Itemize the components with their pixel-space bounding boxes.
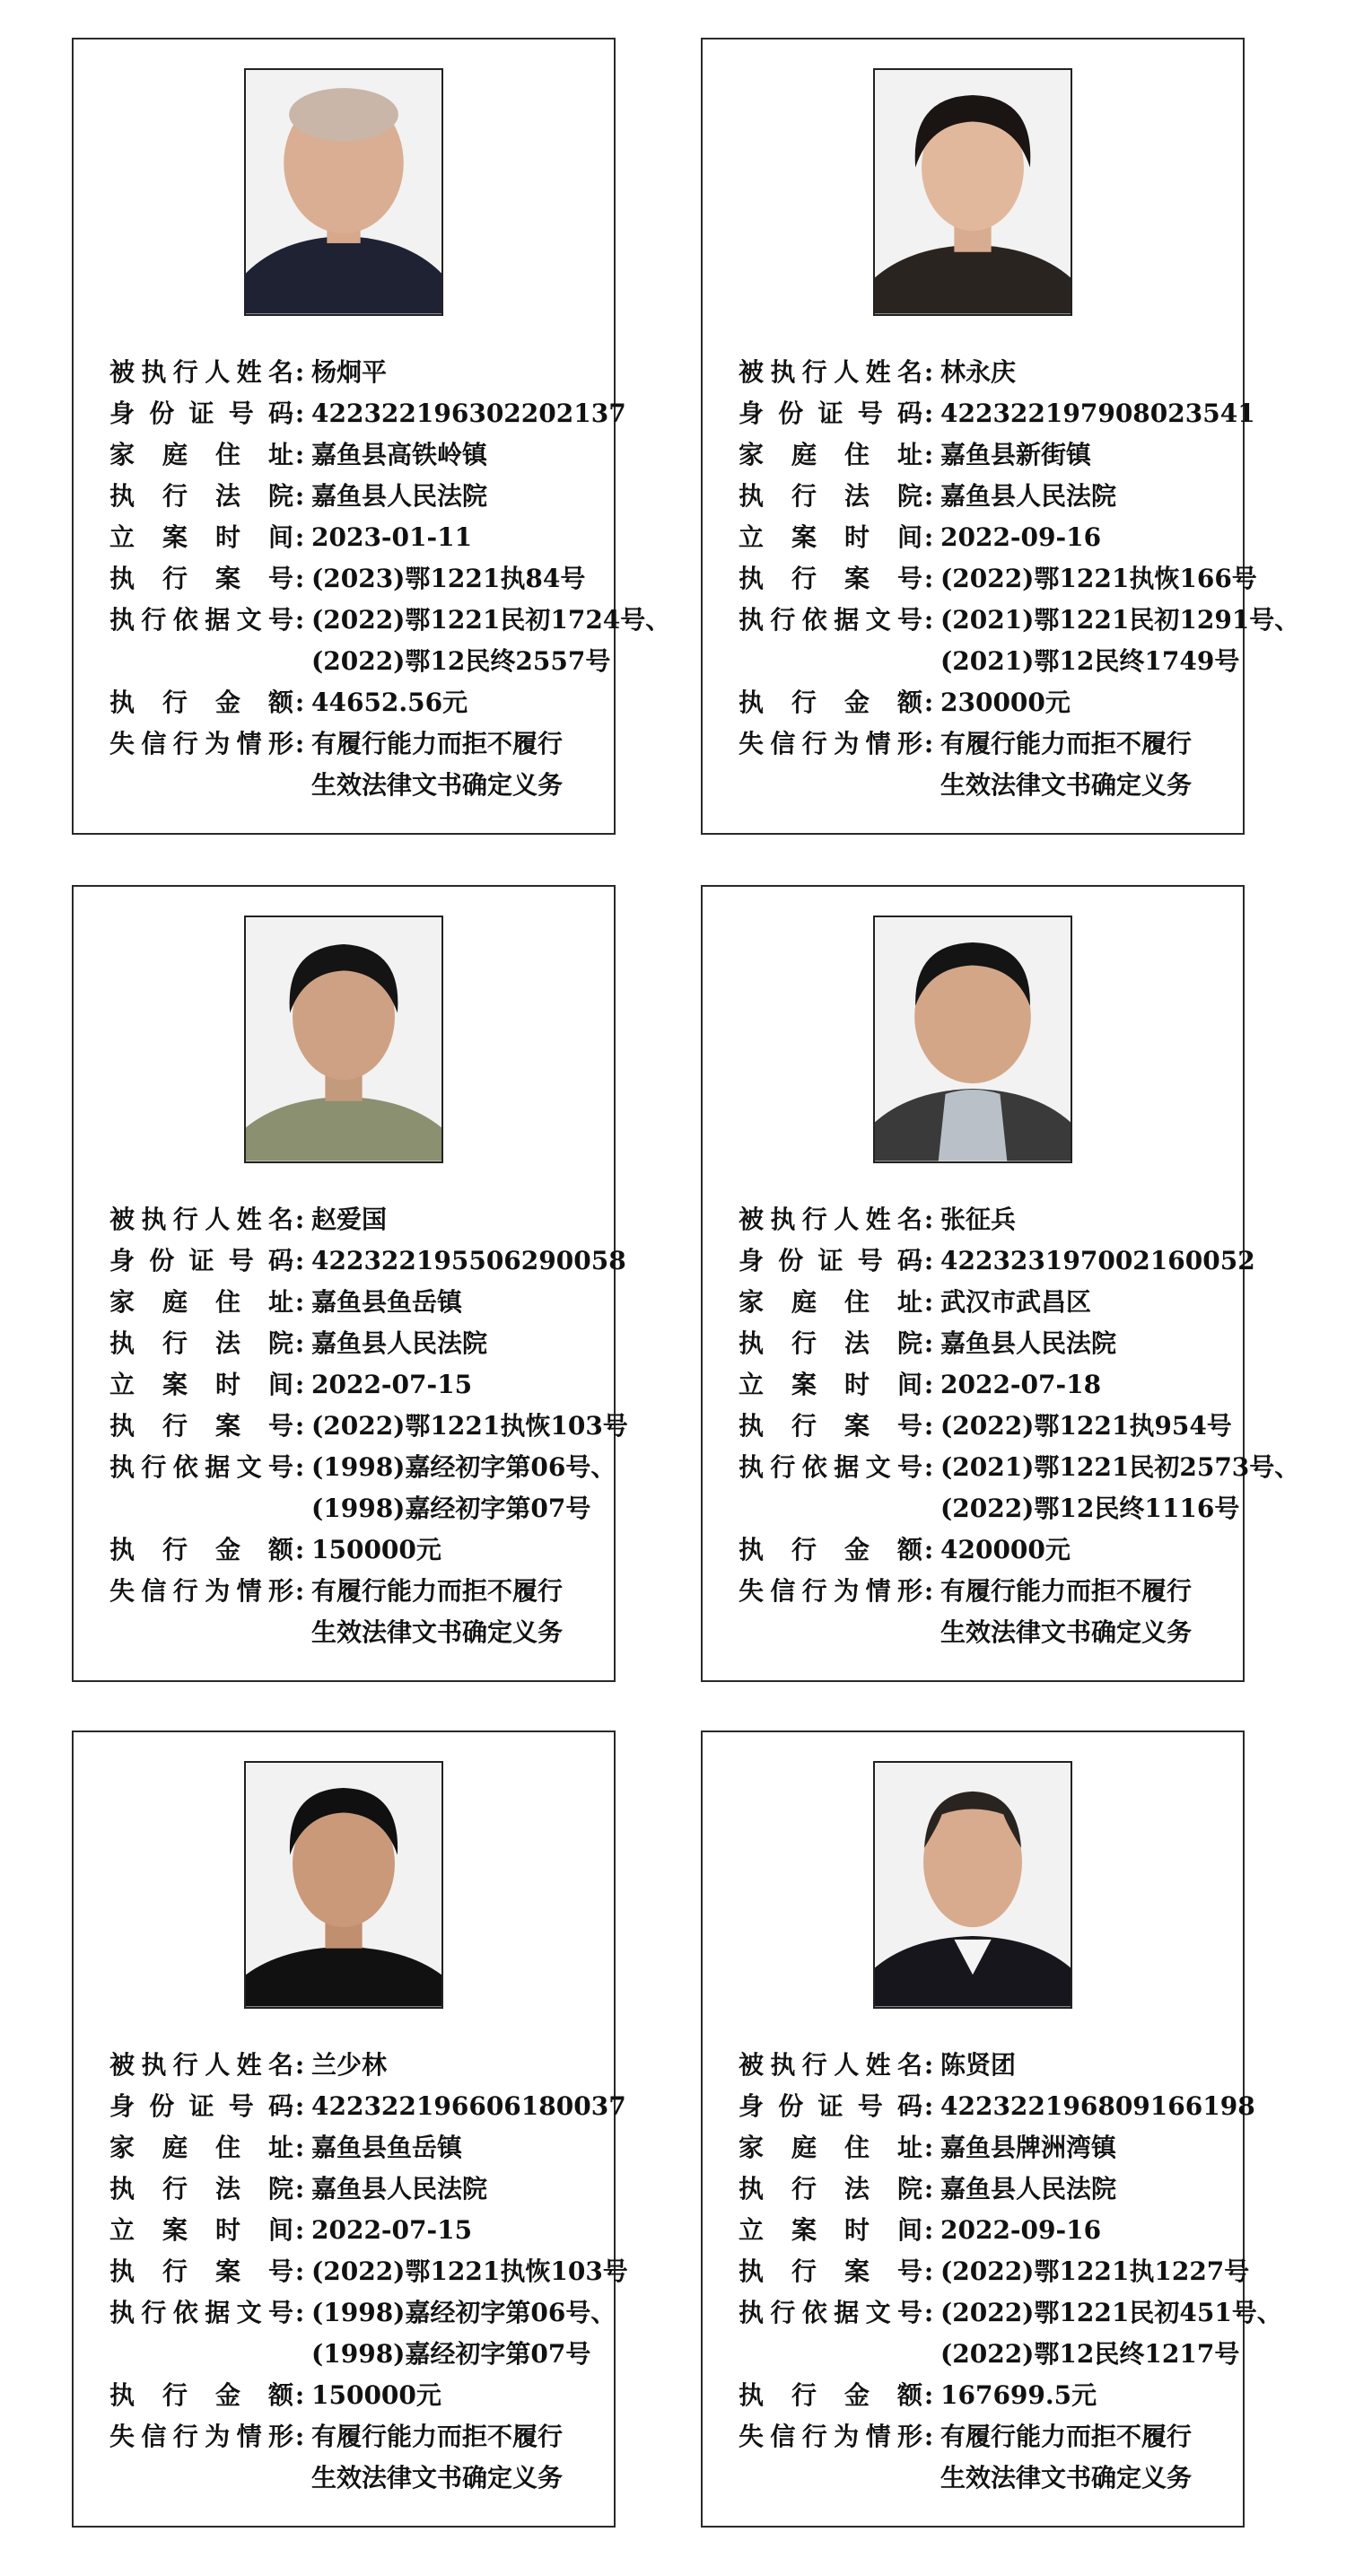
- court-value: 嘉鱼县人民法院: [311, 2174, 488, 2204]
- court-value: 嘉鱼县人民法院: [940, 2174, 1117, 2204]
- conduct-label: 失信行为情形: [739, 1576, 922, 1606]
- filed-value: 2023-01-11: [311, 522, 473, 552]
- court-row: 执行法院 : 嘉鱼县人民法院: [109, 2169, 605, 2210]
- person-info: [109, 352, 671, 806]
- basis-label: 执行依据文号: [109, 2298, 293, 2327]
- name-value: 林永庆: [940, 357, 1017, 387]
- id-row: 身份证号码 : 422322196606180037: [109, 2086, 605, 2127]
- filed-value: 2022-09-16: [940, 522, 1102, 552]
- conduct-row: 失信行为情形 : 有履行能力而拒不履行 生效法律文书确定义务: [109, 723, 605, 806]
- id-value: 422322196606180037: [311, 2091, 626, 2121]
- id-row: 身份证号码 : 422322197908023541: [739, 393, 1234, 434]
- conduct-row: 失信行为情形 : 有履行能力而拒不履行 生效法律文书确定义务: [109, 2416, 605, 2499]
- address-row: 家庭住址 : 武汉市武昌区: [739, 1282, 1234, 1323]
- address-label: 家庭住址: [109, 2133, 293, 2162]
- name-label: 被执行人姓名: [739, 357, 922, 387]
- name-value: 陈贤团: [940, 2050, 1017, 2080]
- case-no-label: 执行案号: [109, 2256, 293, 2286]
- conduct-label: 失信行为情形: [739, 2422, 922, 2451]
- name-label: 被执行人姓名: [109, 1205, 293, 1234]
- conduct-row: 失信行为情形 : 有履行能力而拒不履行 生效法律文书确定义务: [739, 1571, 1234, 1653]
- portrait-photo: [244, 916, 443, 1163]
- amount-label: 执行金额: [739, 2380, 922, 2410]
- filed-row: 立案时间 : 2023-01-11: [109, 517, 605, 558]
- conduct-label: 失信行为情形: [109, 729, 293, 758]
- id-row: 身份证号码 : 422322196809166198: [739, 2086, 1234, 2127]
- basis-label: 执行依据文号: [109, 1452, 293, 1482]
- filed-row: 立案时间 : 2022-09-16: [739, 517, 1234, 558]
- amount-label: 执行金额: [739, 688, 922, 717]
- court-label: 执行法院: [109, 2174, 293, 2204]
- id-label: 身份证号码: [109, 2091, 293, 2121]
- name-row: 被执行人姓名 : 杨炯平: [109, 352, 605, 393]
- name-value: 杨炯平: [311, 357, 388, 387]
- filed-label: 立案时间: [109, 2215, 293, 2245]
- amount-value: 167699.5元: [940, 2380, 1097, 2410]
- amount-row: 执行金额 : 150000元: [109, 1529, 605, 1571]
- basis-value-line-2: (1998)嘉经初字第07号: [311, 1494, 591, 1523]
- court-value: 嘉鱼县人民法院: [940, 1328, 1117, 1358]
- case-no-row: 执行案号 : (2023)鄂1221执84号: [109, 558, 605, 600]
- amount-value: 150000元: [311, 2380, 441, 2410]
- name-row: 被执行人姓名 : 林永庆: [739, 352, 1234, 393]
- address-value: 嘉鱼县牌洲湾镇: [940, 2133, 1117, 2162]
- name-label: 被执行人姓名: [739, 1205, 922, 1234]
- address-label: 家庭住址: [739, 2133, 922, 2162]
- address-value: 嘉鱼县新街镇: [940, 440, 1092, 469]
- person-info: [739, 352, 1300, 806]
- amount-value: 150000元: [311, 1535, 441, 1564]
- case-no-value: (2022)鄂1221执1227号: [940, 2256, 1250, 2286]
- conduct-value-line-2: 生效法律文书确定义务: [940, 2463, 1193, 2493]
- id-row: 身份证号码 : 422323197002160052: [739, 1240, 1234, 1282]
- court-label: 执行法院: [739, 2174, 922, 2204]
- portrait-photo: [244, 68, 443, 316]
- person-info: [739, 1199, 1300, 1653]
- case-no-value: (2022)鄂1221执恢103号: [311, 1411, 628, 1441]
- address-value: 嘉鱼县鱼岳镇: [311, 2133, 463, 2162]
- amount-row: 执行金额 : 420000元: [739, 1529, 1234, 1571]
- basis-label: 执行依据文号: [109, 605, 293, 635]
- portrait-photo-placeholder: [875, 1763, 1071, 2007]
- address-row: 家庭住址 : 嘉鱼县高铁岭镇: [109, 434, 605, 476]
- person-card-4: [701, 885, 1300, 1682]
- conduct-value-line-2: 生效法律文书确定义务: [311, 770, 564, 800]
- filed-row: 立案时间 : 2022-07-15: [109, 2210, 605, 2251]
- filed-value: 2022-07-18: [940, 1370, 1102, 1399]
- amount-row: 执行金额 : 167699.5元: [739, 2375, 1234, 2416]
- case-no-row: 执行案号 : (2022)鄂1221执1227号: [739, 2251, 1234, 2292]
- id-row: 身份证号码 : 422322195506290058: [109, 1240, 605, 1282]
- amount-value: 420000元: [940, 1535, 1071, 1564]
- portrait-photo: [873, 1761, 1072, 2009]
- case-no-row: 执行案号 : (2022)鄂1221执恢103号: [109, 2251, 605, 2292]
- court-label: 执行法院: [109, 481, 293, 511]
- case-no-row: 执行案号 : (2022)鄂1221执恢103号: [109, 1406, 605, 1447]
- basis-row: 执行依据文号 : (2022)鄂1221民初451号、 (2022)鄂12民终1217号: [739, 2292, 1234, 2375]
- basis-value-line-2: (1998)嘉经初字第07号: [311, 2339, 591, 2369]
- name-row: 被执行人姓名 : 张征兵: [739, 1199, 1234, 1240]
- basis-row: 执行依据文号 : (2021)鄂1221民初2573号、 (2022)鄂12民终1116号: [739, 1447, 1234, 1529]
- name-row: 被执行人姓名 : 兰少林: [109, 2045, 605, 2086]
- conduct-label: 失信行为情形: [739, 729, 922, 758]
- basis-value-line-2: (2022)鄂12民终1116号: [940, 1494, 1240, 1523]
- amount-label: 执行金额: [109, 2380, 293, 2410]
- id-label: 身份证号码: [739, 399, 922, 428]
- basis-label: 执行依据文号: [739, 2298, 922, 2327]
- case-no-value: (2022)鄂1221执恢103号: [311, 2256, 628, 2286]
- basis-row: 执行依据文号 : (2022)鄂1221民初1724号、 (2022)鄂12民终2557号: [109, 600, 605, 682]
- filed-label: 立案时间: [109, 522, 293, 552]
- conduct-row: 失信行为情形 : 有履行能力而拒不履行 生效法律文书确定义务: [109, 1571, 605, 1653]
- filed-row: 立案时间 : 2022-07-15: [109, 1364, 605, 1406]
- address-value: 嘉鱼县鱼岳镇: [311, 1287, 463, 1317]
- conduct-value-line-1: 有履行能力而拒不履行: [311, 1576, 564, 1606]
- address-label: 家庭住址: [739, 1287, 922, 1317]
- case-no-value: (2022)鄂1221执954号: [940, 1411, 1232, 1441]
- id-label: 身份证号码: [739, 2091, 922, 2121]
- person-card-6: [701, 1730, 1282, 2528]
- portrait-photo-placeholder: [246, 917, 441, 1161]
- amount-label: 执行金额: [109, 1535, 293, 1564]
- court-value: 嘉鱼县人民法院: [311, 481, 488, 511]
- name-row: 被执行人姓名 : 赵爱国: [109, 1199, 605, 1240]
- conduct-value-line-1: 有履行能力而拒不履行: [940, 2422, 1193, 2451]
- basis-label: 执行依据文号: [739, 605, 922, 635]
- basis-value-line-2: (2022)鄂12民终1217号: [940, 2339, 1240, 2369]
- basis-value-line-1: (2021)鄂1221民初1291号、: [940, 605, 1300, 635]
- id-label: 身份证号码: [109, 399, 293, 428]
- basis-row: 执行依据文号 : (1998)嘉经初字第06号、 (1998)嘉经初字第07号: [109, 2292, 605, 2375]
- basis-value-line-1: (1998)嘉经初字第06号、: [311, 2298, 616, 2327]
- conduct-value-line-2: 生效法律文书确定义务: [940, 1617, 1193, 1647]
- filed-label: 立案时间: [739, 1370, 922, 1399]
- portrait-photo: [873, 916, 1072, 1163]
- filed-label: 立案时间: [739, 522, 922, 552]
- case-no-row: 执行案号 : (2022)鄂1221执954号: [739, 1406, 1234, 1447]
- amount-row: 执行金额 : 230000元: [739, 682, 1234, 723]
- address-value: 武汉市武昌区: [940, 1287, 1092, 1317]
- amount-label: 执行金额: [739, 1535, 922, 1564]
- id-value: 422322196302202137: [311, 399, 626, 428]
- address-row: 家庭住址 : 嘉鱼县牌洲湾镇: [739, 2127, 1234, 2169]
- address-row: 家庭住址 : 嘉鱼县鱼岳镇: [109, 2127, 605, 2169]
- court-row: 执行法院 : 嘉鱼县人民法院: [739, 1323, 1234, 1364]
- court-value: 嘉鱼县人民法院: [311, 1328, 488, 1358]
- court-row: 执行法院 : 嘉鱼县人民法院: [109, 1323, 605, 1364]
- amount-row: 执行金额 : 150000元: [109, 2375, 605, 2416]
- court-row: 执行法院 : 嘉鱼县人民法院: [739, 2169, 1234, 2210]
- court-row: 执行法院 : 嘉鱼县人民法院: [739, 476, 1234, 517]
- person-card-3: [72, 885, 628, 1682]
- conduct-row: 失信行为情形 : 有履行能力而拒不履行 生效法律文书确定义务: [739, 2416, 1234, 2499]
- filed-value: 2022-09-16: [940, 2215, 1102, 2245]
- id-value: 422322196809166198: [940, 2091, 1255, 2121]
- amount-value: 44652.56元: [311, 688, 468, 717]
- filed-value: 2022-07-15: [311, 2215, 473, 2245]
- name-label: 被执行人姓名: [109, 357, 293, 387]
- name-label: 被执行人姓名: [109, 2050, 293, 2080]
- address-row: 家庭住址 : 嘉鱼县鱼岳镇: [109, 1282, 605, 1323]
- case-no-label: 执行案号: [739, 564, 922, 593]
- person-card-5: [72, 1730, 628, 2528]
- amount-row: 执行金额 : 44652.56元: [109, 682, 605, 723]
- case-no-label: 执行案号: [739, 1411, 922, 1441]
- case-no-label: 执行案号: [109, 1411, 293, 1441]
- case-no-label: 执行案号: [109, 564, 293, 593]
- filed-value: 2022-07-15: [311, 1370, 473, 1399]
- filed-row: 立案时间 : 2022-09-16: [739, 2210, 1234, 2251]
- case-no-label: 执行案号: [739, 2256, 922, 2286]
- basis-value-line-1: (2022)鄂1221民初1724号、: [311, 605, 671, 635]
- conduct-value-line-1: 有履行能力而拒不履行: [940, 729, 1193, 758]
- id-row: 身份证号码 : 422322196302202137: [109, 393, 605, 434]
- conduct-value-line-1: 有履行能力而拒不履行: [311, 729, 564, 758]
- id-value: 422323197002160052: [940, 1246, 1255, 1275]
- portrait-photo-placeholder: [875, 70, 1071, 314]
- name-value: 兰少林: [311, 2050, 388, 2080]
- conduct-value-line-1: 有履行能力而拒不履行: [311, 2422, 564, 2451]
- filed-label: 立案时间: [109, 1370, 293, 1399]
- portrait-photo-placeholder: [875, 917, 1071, 1161]
- case-no-row: 执行案号 : (2022)鄂1221执恢166号: [739, 558, 1234, 600]
- name-label: 被执行人姓名: [739, 2050, 922, 2080]
- person-card-1: [72, 38, 671, 835]
- basis-value-line-1: (1998)嘉经初字第06号、: [311, 1452, 616, 1482]
- conduct-value-line-2: 生效法律文书确定义务: [311, 1617, 564, 1647]
- name-value: 赵爱国: [311, 1205, 388, 1234]
- basis-value-line-2: (2022)鄂12民终2557号: [311, 646, 611, 676]
- conduct-row: 失信行为情形 : 有履行能力而拒不履行 生效法律文书确定义务: [739, 723, 1234, 806]
- portrait-photo-placeholder: [246, 70, 441, 314]
- id-label: 身份证号码: [109, 1246, 293, 1275]
- address-value: 嘉鱼县高铁岭镇: [311, 440, 488, 469]
- portrait-photo-placeholder: [246, 1763, 441, 2007]
- person-info: [109, 2045, 628, 2499]
- portrait-photo: [873, 68, 1072, 316]
- person-card-2: [701, 38, 1300, 835]
- name-value: 张征兵: [940, 1205, 1017, 1234]
- basis-value-line-1: (2022)鄂1221民初451号、: [940, 2298, 1282, 2327]
- court-label: 执行法院: [109, 1328, 293, 1358]
- amount-value: 230000元: [940, 688, 1071, 717]
- address-label: 家庭住址: [739, 440, 922, 469]
- court-value: 嘉鱼县人民法院: [940, 481, 1117, 511]
- case-no-value: (2023)鄂1221执84号: [311, 564, 586, 593]
- basis-value-line-2: (2021)鄂12民终1749号: [940, 646, 1240, 676]
- id-value: 422322195506290058: [311, 1246, 626, 1275]
- conduct-value-line-2: 生效法律文书确定义务: [311, 2463, 564, 2493]
- case-no-value: (2022)鄂1221执恢166号: [940, 564, 1257, 593]
- address-row: 家庭住址 : 嘉鱼县新街镇: [739, 434, 1234, 476]
- portrait-photo: [244, 1761, 443, 2009]
- court-label: 执行法院: [739, 481, 922, 511]
- address-label: 家庭住址: [109, 1287, 293, 1317]
- id-value: 422322197908023541: [940, 399, 1255, 428]
- person-info: [739, 2045, 1282, 2499]
- name-row: 被执行人姓名 : 陈贤团: [739, 2045, 1234, 2086]
- conduct-label: 失信行为情形: [109, 2422, 293, 2451]
- filed-label: 立案时间: [739, 2215, 922, 2245]
- court-label: 执行法院: [739, 1328, 922, 1358]
- id-label: 身份证号码: [739, 1246, 922, 1275]
- amount-label: 执行金额: [109, 688, 293, 717]
- conduct-value-line-1: 有履行能力而拒不履行: [940, 1576, 1193, 1606]
- basis-label: 执行依据文号: [739, 1452, 922, 1482]
- conduct-label: 失信行为情形: [109, 1576, 293, 1606]
- filed-row: 立案时间 : 2022-07-18: [739, 1364, 1234, 1406]
- basis-row: 执行依据文号 : (2021)鄂1221民初1291号、 (2021)鄂12民终1749号: [739, 600, 1234, 682]
- court-row: 执行法院 : 嘉鱼县人民法院: [109, 476, 605, 517]
- person-info: [109, 1199, 628, 1653]
- basis-value-line-1: (2021)鄂1221民初2573号、: [940, 1452, 1300, 1482]
- basis-row: 执行依据文号 : (1998)嘉经初字第06号、 (1998)嘉经初字第07号: [109, 1447, 605, 1529]
- address-label: 家庭住址: [109, 440, 293, 469]
- conduct-value-line-2: 生效法律文书确定义务: [940, 770, 1193, 800]
